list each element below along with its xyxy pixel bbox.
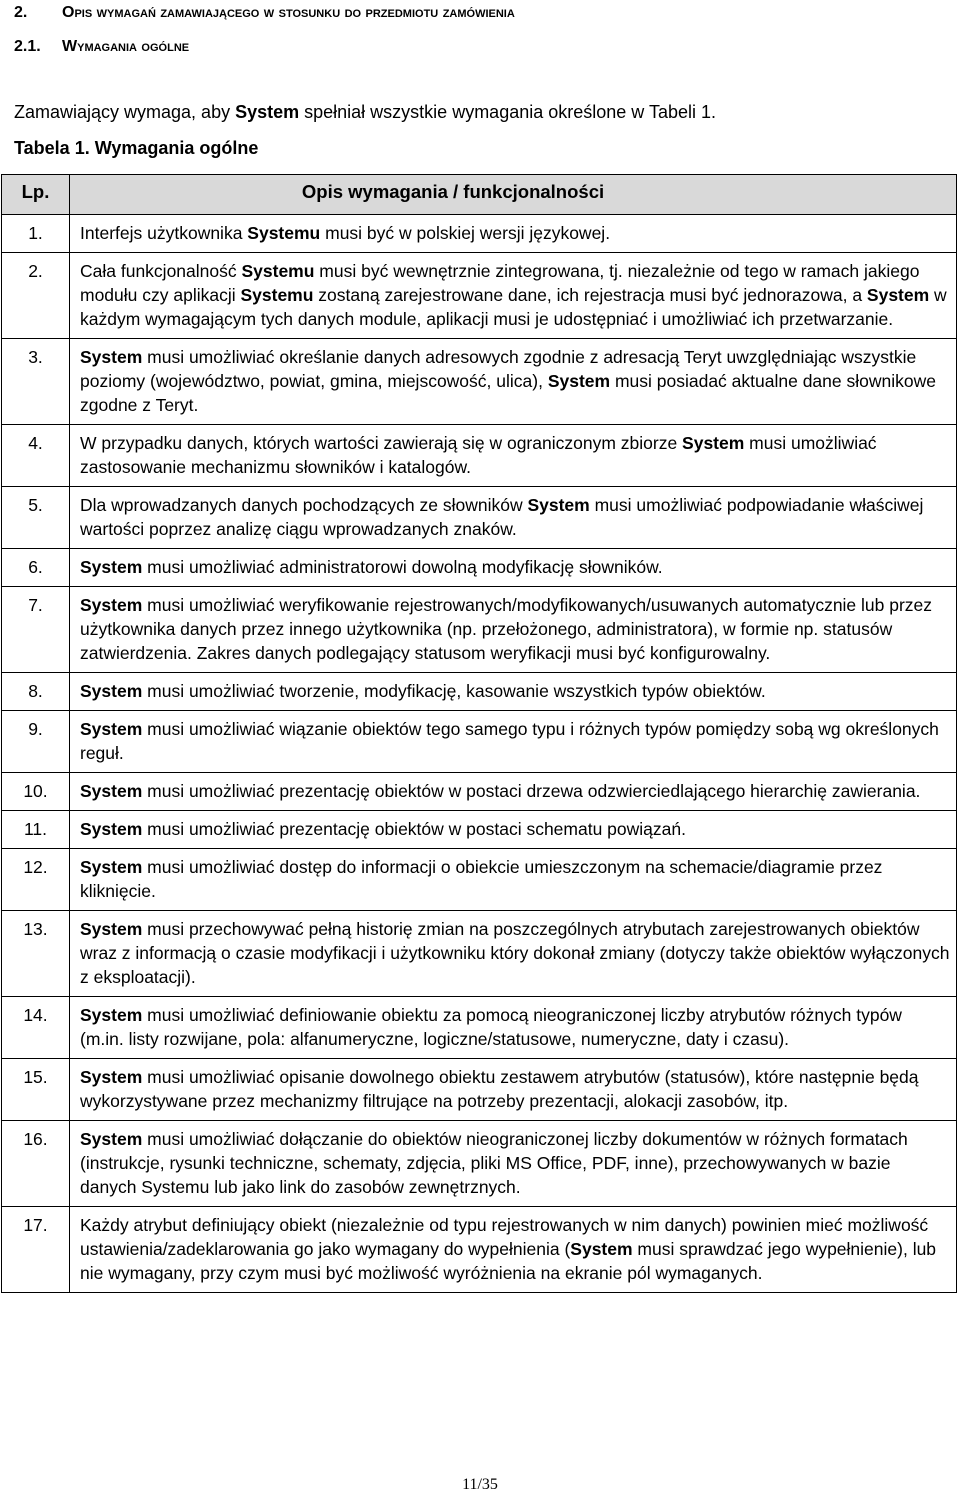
text-segment: W przypadku danych, których wartości zawierają się w ograniczonym zbiorze (80, 433, 683, 453)
table-row (2, 253, 957, 339)
table-row (2, 1059, 957, 1121)
row-number: 2. (2, 253, 70, 339)
bold-text: System (80, 1129, 143, 1149)
row-number: 14. (2, 997, 70, 1059)
text-segment: musi umożliwiać dołączanie do obiektów nieograniczonej liczby dokumentów w różnych formatach (instrukcje, rysunki techniczne, schematy, zdjęcia, pliki MS Office, PDF, inne), przechowywanych w bazie danych Systemu lub jako link do zasobów zewnętrznych. (80, 1129, 908, 1197)
text-segment: Dla wprowadzanych danych pochodzących ze słowników (80, 495, 528, 515)
text-segment: musi umożliwiać administratorowi dowolną modyfikację słowników. (142, 557, 663, 577)
table-row (2, 673, 957, 711)
table-row (2, 215, 957, 253)
table-row (2, 811, 957, 849)
row-description (70, 587, 957, 673)
text-segment: musi umożliwiać prezentację obiektów w postaci schematu powiązań. (142, 819, 686, 839)
text-segment: musi umożliwiać definiowanie obiektu za pomocą nieograniczonej liczby atrybutów różnych typów (m.in. listy rozwijane, pola: alfanumeryczne, logiczne/statusowe, numeryczne, daty i czasu). (80, 1005, 902, 1049)
text-segment: musi umożliwiać wiązanie obiektów tego samego typu i różnych typów pomiędzy sobą wg określonych reguł. (80, 719, 939, 763)
bold-text: System (682, 433, 745, 453)
bold-text: System (80, 557, 143, 577)
row-description (70, 215, 957, 253)
intro-text-bold: System (235, 102, 300, 122)
row-description (70, 911, 957, 997)
table-row (2, 911, 957, 997)
bold-text: System (80, 1005, 143, 1025)
bold-text: Systemu (247, 223, 321, 243)
row-description (70, 997, 957, 1059)
row-number: 15. (2, 1059, 70, 1121)
text-segment: Cała funkcjonalność (80, 261, 242, 281)
subsection-number: 2.1. (14, 38, 41, 55)
text-segment: musi być wewnętrznie zintegrowana, tj. niezależnie od tego w ramach jakiego modułu czy aplikacji (80, 261, 920, 305)
text-segment: musi umożliwiać dostęp do informacji o obiekcie umieszczonym na schemacie/diagramie przez kliknięcie. (80, 857, 883, 901)
bold-text: System (80, 719, 143, 739)
text-segment: musi umożliwiać opisanie dowolnego obiektu zestawem atrybutów (statusów), które następnie będą wykorzystywane przez mechanizmy filtrujące na potrzeby prezentacji, alokacji zasobów, itp. (80, 1067, 919, 1111)
table-row (2, 1121, 957, 1207)
text-segment: musi umożliwiać podpowiadanie właściwej wartości poprzez analizę ciągu wprowadzanych znaków. (80, 495, 924, 539)
row-description (70, 811, 957, 849)
row-description (70, 339, 957, 425)
text-segment: musi umożliwiać weryfikowanie rejestrowanych/modyfikowanych/usuwanych automatycznie lub przez użytkownika danych przez innego użytkownika (np. przełożonego, administratora), w formie np. statusów zatwierdzenia. Zakres danych podlegający statusom weryfikacji musi być konfigurowalny. (80, 595, 933, 663)
section-number: 2. (14, 4, 28, 21)
table-caption: Tabela 1. Wymagania ogólne (14, 138, 259, 158)
row-number: 13. (2, 911, 70, 997)
row-description (70, 849, 957, 911)
requirements-table (1, 174, 957, 1293)
text-segment: musi umożliwiać określanie danych adresowych zgodnie z adresacją Teryt uwzględniając wszystkie poziomy (województwo, powiat, gmina, miejscowość, ulica), (80, 347, 917, 391)
subsection-heading (14, 38, 189, 56)
row-description (70, 487, 957, 549)
section-heading (14, 4, 515, 22)
bold-text: System (80, 347, 143, 367)
bold-text: System (80, 919, 143, 939)
text-segment: musi umożliwiać tworzenie, modyfikację, kasowanie wszystkich typów obiektów. (142, 681, 766, 701)
row-number: 7. (2, 587, 70, 673)
header-description: Opis wymagania / funkcjonalności (70, 175, 957, 215)
row-number: 1. (2, 215, 70, 253)
intro-text-before: Zamawiający wymaga, aby (14, 102, 236, 122)
row-description (70, 1207, 957, 1293)
table-row (2, 487, 957, 549)
subsection-title: Wymagania ogólne (62, 38, 190, 55)
row-number: 17. (2, 1207, 70, 1293)
text-segment: zostaną zarejestrowane dane, ich rejestracja musi być jednorazowa, a (313, 285, 867, 305)
header-lp: Lp. (2, 175, 70, 215)
table-row (2, 849, 957, 911)
text-segment: musi umożliwiać prezentację obiektów w postaci drzewa odzwierciedlającego hierarchię zawierania. (142, 781, 921, 801)
row-description (70, 773, 957, 811)
text-segment: musi być w polskiej wersji językowej. (320, 223, 611, 243)
table-row (2, 425, 957, 487)
bold-text: System (80, 681, 143, 701)
text-segment: musi przechowywać pełną historię zmian na poszczególnych atrybutach zarejestrowanych obiektów wraz z informacją o czasie modyfikacji i użytkowniku który dokonał zmiany (dotyczy także obiektów wyłączonych z eksploatacji). (80, 919, 950, 987)
bold-text: Systemu (241, 261, 315, 281)
bold-text: System (547, 371, 611, 391)
row-number: 8. (2, 673, 70, 711)
row-number: 11. (2, 811, 70, 849)
bold-text: Systemu (240, 285, 314, 305)
bold-text: System (866, 285, 930, 305)
bold-text: System (80, 595, 143, 615)
row-number: 16. (2, 1121, 70, 1207)
text-segment: musi posiadać aktualne dane słownikowe zgodne z Teryt. (80, 371, 936, 415)
intro-text-after: spełniał wszystkie wymagania określone w Tabeli 1. (299, 102, 717, 122)
row-number: 12. (2, 849, 70, 911)
bold-text: System (80, 857, 143, 877)
table-row (2, 711, 957, 773)
row-description (70, 253, 957, 339)
row-number: 4. (2, 425, 70, 487)
text-segment: Każdy atrybut definiujący obiekt (niezależnie od typu rejestrowanych w nim danych) powinien mieć możliwość ustawienia/zadeklarowania go jako wymagany do wypełnienia ( (80, 1215, 929, 1259)
row-description (70, 1121, 957, 1207)
row-number: 10. (2, 773, 70, 811)
intro-paragraph (14, 102, 716, 123)
row-number: 6. (2, 549, 70, 587)
row-number: 3. (2, 339, 70, 425)
bold-text: System (527, 495, 590, 515)
table-row (2, 339, 957, 425)
row-number: 5. (2, 487, 70, 549)
table-row (2, 997, 957, 1059)
table-body (2, 215, 957, 1293)
bold-text: System (80, 781, 143, 801)
row-description (70, 425, 957, 487)
bold-text: System (80, 1067, 143, 1087)
row-number: 9. (2, 711, 70, 773)
bold-text: System (570, 1239, 633, 1259)
table-header-row (2, 175, 957, 215)
table-row (2, 1207, 957, 1293)
text-segment: w każdym wymagającym tych danych module, aplikacji musi je udostępniać i umożliwiać ich przetwarzanie. (80, 285, 947, 329)
table-row (2, 773, 957, 811)
table-row (2, 587, 957, 673)
table-row (2, 549, 957, 587)
text-segment: Interfejs użytkownika (80, 223, 248, 243)
row-description (70, 549, 957, 587)
page-number: 11/35 (462, 1476, 498, 1493)
text-segment: musi umożliwiać zastosowanie mechanizmu słowników i katalogów. (80, 433, 877, 477)
row-description (70, 711, 957, 773)
row-description (70, 1059, 957, 1121)
row-description (70, 673, 957, 711)
text-segment: musi sprawdzać jego wypełnienie), lub nie wymagany, przy czym musi być możliwość wyróżnienia na ekranie pól wymaganych. (80, 1239, 937, 1283)
section-title: Opis wymagań zamawiającego w stosunku do przedmiotu zamówienia (62, 4, 515, 21)
bold-text: System (80, 819, 143, 839)
